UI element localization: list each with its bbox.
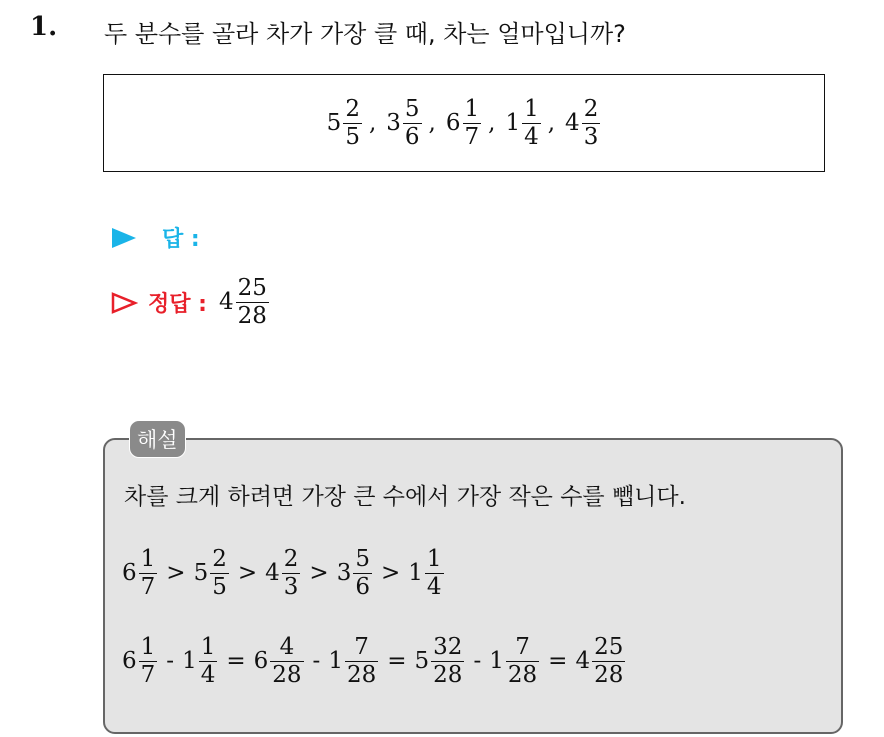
numerator: 2 bbox=[212, 546, 227, 572]
mixed-number bbox=[219, 277, 270, 328]
whole-part: 4 bbox=[565, 109, 580, 136]
fraction bbox=[463, 95, 482, 150]
denominator: 4 bbox=[426, 574, 442, 600]
mixed-number bbox=[505, 95, 541, 150]
denominator: 3 bbox=[283, 574, 299, 600]
fraction bbox=[522, 95, 541, 150]
separator: , bbox=[488, 109, 496, 136]
fraction bbox=[425, 548, 444, 599]
operator: > bbox=[166, 560, 186, 586]
mixed-number bbox=[415, 636, 466, 687]
mixed-number bbox=[445, 95, 482, 150]
numerator: 5 bbox=[355, 546, 370, 572]
fraction bbox=[431, 636, 464, 687]
operator: > bbox=[380, 560, 401, 586]
correct-answer-value bbox=[219, 277, 270, 328]
whole-part: 4 bbox=[265, 560, 280, 586]
denominator: 28 bbox=[237, 303, 267, 329]
denominator: 28 bbox=[507, 662, 538, 688]
operator: - bbox=[312, 648, 321, 674]
operator: = bbox=[548, 648, 568, 674]
separator: , bbox=[428, 109, 436, 136]
whole-part: 3 bbox=[386, 109, 401, 136]
fraction bbox=[592, 636, 625, 687]
numerator: 25 bbox=[237, 275, 267, 301]
mixed-number bbox=[182, 636, 218, 687]
numerator: 2 bbox=[345, 95, 360, 122]
numerator: 1 bbox=[140, 546, 156, 572]
fraction bbox=[270, 636, 303, 687]
whole-part: 6 bbox=[122, 648, 137, 674]
numerator: 7 bbox=[354, 634, 369, 660]
numerator: 2 bbox=[583, 95, 599, 122]
denominator: 6 bbox=[355, 574, 370, 600]
operator: - bbox=[473, 648, 482, 674]
solution-line-1: 차를 크게 하려면 가장 큰 수에서 가장 작은 수를 뺍니다. bbox=[124, 484, 686, 510]
mixed-number bbox=[386, 95, 422, 150]
solution-line-3 bbox=[122, 636, 626, 687]
separator: , bbox=[368, 109, 377, 136]
numerator: 5 bbox=[404, 95, 420, 122]
question-text: 두 분수를 골라 차가 가장 클 때, 차는 얼마입니까? bbox=[104, 20, 626, 48]
operator: = bbox=[387, 648, 407, 674]
choices-box bbox=[103, 74, 825, 172]
fraction bbox=[282, 548, 301, 599]
mixed-number bbox=[489, 636, 540, 687]
solution-line-2 bbox=[122, 548, 445, 599]
question-number: 1. bbox=[30, 12, 58, 42]
whole-part: 1 bbox=[182, 648, 197, 674]
mixed-number bbox=[265, 548, 301, 599]
operator: > bbox=[237, 560, 258, 586]
numerator: 2 bbox=[283, 546, 299, 572]
correct-answer-row bbox=[110, 277, 270, 328]
whole-part: 1 bbox=[505, 109, 521, 136]
denominator: 28 bbox=[272, 662, 302, 688]
mixed-number bbox=[194, 548, 230, 599]
fraction bbox=[403, 95, 422, 150]
fraction bbox=[210, 548, 229, 599]
fraction bbox=[345, 636, 378, 687]
answer-row bbox=[110, 222, 212, 253]
numerator: 1 bbox=[524, 95, 539, 122]
fraction bbox=[236, 277, 269, 328]
numerator: 25 bbox=[594, 634, 624, 660]
denominator: 4 bbox=[200, 662, 216, 688]
numerator: 4 bbox=[279, 634, 295, 660]
mixed-number bbox=[122, 548, 158, 599]
denominator: 7 bbox=[140, 574, 156, 600]
numerator: 1 bbox=[140, 634, 156, 660]
answer-label: 답 : bbox=[162, 227, 200, 252]
fraction bbox=[582, 95, 601, 150]
whole-part: 1 bbox=[328, 648, 343, 674]
fraction bbox=[343, 95, 362, 150]
whole-part: 6 bbox=[122, 560, 137, 586]
fraction bbox=[353, 548, 372, 599]
outline-triangle-icon bbox=[110, 291, 138, 315]
numerator: 32 bbox=[433, 634, 463, 660]
filled-triangle-icon bbox=[110, 226, 138, 250]
whole-part: 5 bbox=[193, 560, 209, 586]
mixed-number bbox=[328, 636, 379, 687]
denominator: 4 bbox=[524, 123, 539, 150]
mixed-number bbox=[122, 636, 158, 687]
mixed-number bbox=[408, 548, 444, 599]
mixed-number bbox=[326, 95, 363, 150]
fraction bbox=[506, 636, 539, 687]
fraction bbox=[139, 636, 158, 687]
operator: - bbox=[166, 648, 175, 674]
denominator: 7 bbox=[464, 123, 480, 150]
numerator: 1 bbox=[200, 634, 216, 660]
choices-expression bbox=[326, 95, 602, 150]
mixed-number bbox=[575, 636, 626, 687]
denominator: 3 bbox=[583, 123, 599, 150]
denominator: 5 bbox=[212, 574, 227, 600]
denominator: 5 bbox=[345, 123, 360, 150]
whole-part: 4 bbox=[575, 648, 591, 674]
whole-part: 5 bbox=[414, 648, 430, 674]
denominator: 28 bbox=[346, 662, 377, 688]
whole-part: 4 bbox=[218, 289, 234, 315]
separator: , bbox=[547, 109, 556, 136]
whole-part: 1 bbox=[489, 648, 504, 674]
denominator: 6 bbox=[404, 123, 420, 150]
denominator: 28 bbox=[594, 662, 624, 688]
numerator: 7 bbox=[515, 634, 530, 660]
mixed-number bbox=[337, 548, 373, 599]
numerator: 1 bbox=[464, 95, 480, 122]
correct-answer-label: 정답 : bbox=[148, 292, 207, 317]
whole-part: 6 bbox=[445, 109, 461, 136]
fraction bbox=[199, 636, 218, 687]
mixed-number bbox=[254, 636, 305, 687]
whole-part: 3 bbox=[336, 560, 352, 586]
whole-part: 5 bbox=[326, 109, 342, 136]
whole-part: 1 bbox=[408, 560, 423, 586]
denominator: 7 bbox=[140, 662, 156, 688]
mixed-number bbox=[565, 95, 601, 150]
solution-tag: 해설 bbox=[129, 420, 186, 458]
denominator: 28 bbox=[433, 662, 463, 688]
fraction bbox=[139, 548, 158, 599]
operator: = bbox=[226, 648, 246, 674]
operator: > bbox=[309, 560, 329, 586]
numerator: 1 bbox=[426, 546, 442, 572]
whole-part: 6 bbox=[253, 648, 269, 674]
